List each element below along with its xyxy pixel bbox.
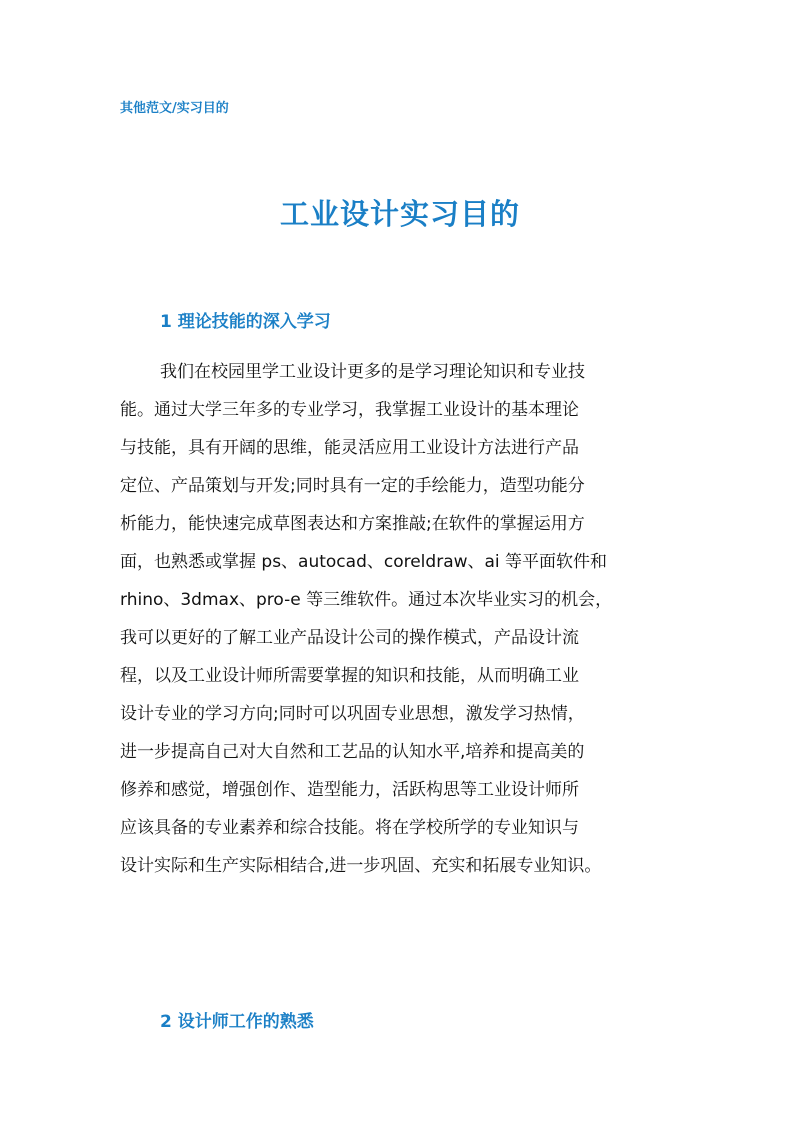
section-heading-2: 2 设计师工作的熟悉	[160, 1012, 314, 1032]
paragraph-line: 应该具备的专业素养和综合技能。将在学校所学的专业知识与	[120, 818, 579, 838]
paragraph-line: 程，以及工业设计师所需要掌握的知识和技能，从而明确工业	[120, 666, 579, 686]
paragraph-line: 修养和感觉，增强创作、造型能力，活跃构思等工业设计师所	[120, 780, 579, 800]
paragraph-line: 定位、产品策划与开发;同时具有一定的手绘能力，造型功能分	[120, 476, 585, 496]
paragraph-line: 与技能，具有开阔的思维，能灵活应用工业设计方法进行产品	[120, 438, 579, 458]
paragraph-line: 析能力，能快速完成草图表达和方案推敲;在软件的掌握运用方	[120, 514, 585, 534]
paragraph-line: 设计专业的学习方向;同时可以巩固专业思想，激发学习热情，	[120, 704, 585, 724]
section-heading-1: 1 理论技能的深入学习	[160, 312, 331, 332]
paragraph-line: 能。通过大学三年多的专业学习，我掌握工业设计的基本理论	[120, 400, 579, 420]
paragraph-line: 我可以更好的了解工业产品设计公司的操作模式，产品设计流	[120, 628, 579, 648]
paragraph-line: rhino、3dmax、pro-e 等三维软件。通过本次毕业实习的机会，	[120, 590, 613, 610]
page-title: 工业设计实习目的	[279, 197, 520, 231]
paragraph-line: 进一步提高自己对大自然和工艺品的认知水平,培养和提高美的	[120, 742, 585, 762]
paragraph-line: 设计实际和生产实际相结合,进一步巩固、充实和拓展专业知识。	[120, 856, 602, 876]
paragraph-line: 面，也熟悉或掌握 ps、autocad、coreldraw、ai 等平面软件和	[120, 552, 608, 572]
paragraph-line: 我们在校园里学工业设计更多的是学习理论知识和专业技	[160, 362, 585, 382]
breadcrumb: 其他范文/实习目的	[120, 101, 229, 116]
